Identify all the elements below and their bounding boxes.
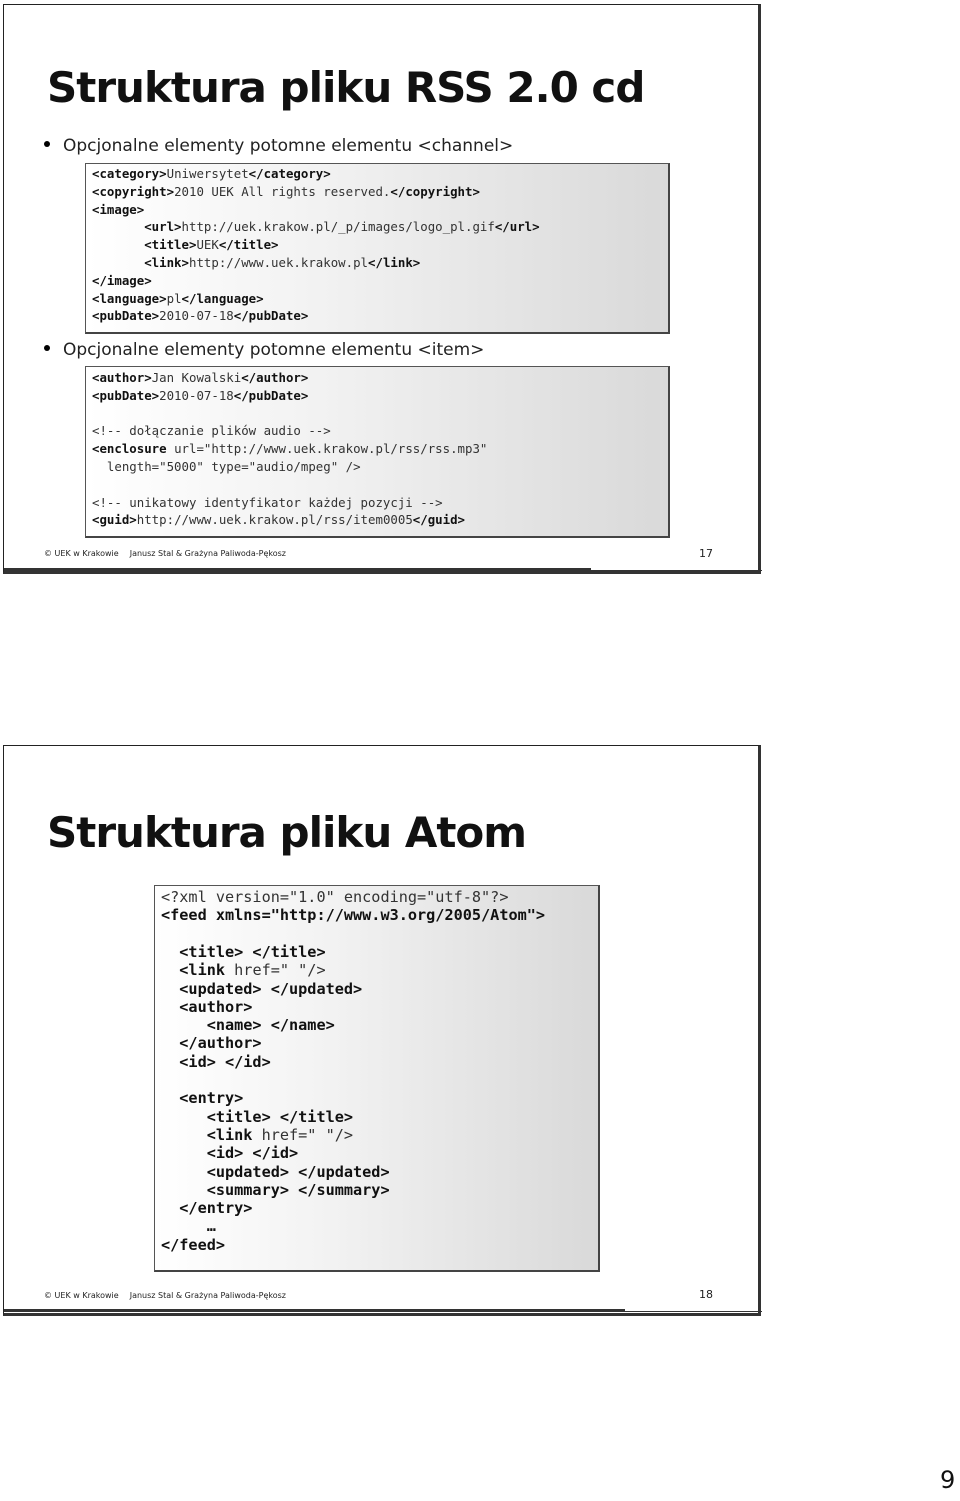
code-token: <feed xmlns="http://www.w3.org/2005/Atom"> [161,906,546,925]
slide-page-number: 17 [699,547,713,560]
code-token: pl [166,290,182,306]
bullet-item-elements [44,340,484,360]
code-token: <pubDate> [92,308,160,324]
code-token: </image> [92,272,152,288]
code-token [92,219,144,234]
code-token: <summary> </summary> [161,1180,390,1199]
code-token: </language> [181,290,264,306]
code-line [92,219,540,234]
code-token: <id> </id> [161,1052,271,1071]
code-token: <entry> [161,1089,244,1108]
footer-rule [4,568,591,571]
code-block-atom [154,885,600,1272]
code-token: href=" "/> [252,1125,354,1144]
footer-org: © UEK w Krakowie [44,1291,119,1300]
code-token: <!-- unikatowy identyfikator każdej pozycji --> [92,494,443,510]
code-line [161,1181,390,1199]
code-line [92,308,308,323]
code-line [161,888,508,906]
code-token: <link [161,1125,253,1144]
code-token: UEK [196,237,219,253]
code-token: Uniwersytet [166,166,249,181]
code-block-channel [85,163,670,334]
code-token: <link> [144,255,189,270]
bullet-text: Opcjonalne elementy potomne elementu <channel> [63,136,514,156]
code-token [92,237,144,252]
footer-rule [4,1309,625,1312]
code-token: </guid> [412,512,465,528]
code-line [92,184,480,199]
code-token: <updated> </updated> [161,979,363,998]
code-token: <url> [144,219,182,235]
code-token: </feed> [161,1235,226,1254]
document-page-number: 9 [940,1466,956,1494]
code-line [161,980,362,998]
code-token: Jan Kowalski [151,370,242,385]
code-token: <id> </id> [161,1144,299,1163]
code-line [161,1217,216,1235]
footer [44,1291,286,1300]
footer [44,549,286,558]
code-token: <author> [92,370,152,385]
bullet-dot [44,345,50,351]
code-line [161,943,326,961]
code-line [161,1053,271,1071]
code-line [161,1236,225,1254]
slide-title: Struktura pliku RSS 2.0 cd [47,63,645,112]
code-token: <pubDate> [92,387,160,403]
footer-org: © UEK w Krakowie [44,549,119,558]
slide-18 [3,745,761,1316]
code-token: </pubDate> [233,308,309,324]
code-line [161,998,252,1016]
code-token: <copyright> [92,183,175,199]
footer-rule-thin [625,1311,762,1312]
code-token: url="http://www.uek.krakow.pl/rss/rss.mp3" [166,441,488,457]
code-line [161,1126,353,1144]
code-line [92,423,331,438]
code-line [161,1144,298,1162]
code-token: <?xml version="1.0" encoding="utf-8"?> [161,888,509,906]
bullet-dot [44,141,50,147]
code-line [92,202,144,217]
code-line [92,495,443,510]
code-token: <category> [92,166,167,181]
code-token: <updated> </updated> [161,1162,390,1181]
code-line [92,441,487,456]
code-line [161,1034,262,1052]
slide-page-number: 18 [699,1288,713,1301]
code-token: <title> </title> [161,942,326,961]
code-token: </url> [494,219,540,235]
code-token: <language> [92,290,167,306]
code-token: <!-- dołączanie plików audio --> [92,423,331,439]
code-block-item [85,366,670,538]
code-token: <enclosure [92,441,167,457]
code-token: </category> [248,166,331,181]
code-token: … [161,1217,216,1236]
code-token: </author> [241,370,309,385]
code-token: 2010-07-18 [159,387,234,403]
code-line [161,906,545,924]
code-token: <author> [161,997,253,1016]
code-token: 2010-07-18 [159,308,234,324]
code-token: <title> </title> [161,1107,354,1126]
code-line [92,388,308,403]
code-token: </entry> [161,1199,253,1218]
code-token: </link> [368,255,421,270]
code-token: http://www.uek.krakow.pl [188,255,369,270]
code-line [92,291,264,306]
code-token: 2010 UEK All rights reserved. [174,183,391,199]
footer-authors: Janusz Stal & Grażyna Paliwoda-Pękosz [129,1291,286,1300]
code-line [161,961,326,979]
code-token: </title> [218,237,279,253]
code-token: http://www.uek.krakow.pl/rss/item0005 [136,512,413,528]
code-line [92,273,152,288]
slide-17 [3,4,761,574]
code-token: href=" "/> [225,961,326,980]
code-line [161,1199,252,1217]
code-line [92,459,361,474]
code-line [161,1163,390,1181]
bullet-channel-elements [44,136,513,156]
code-line [92,255,420,270]
code-line [92,512,465,527]
code-token: <guid> [92,512,137,528]
code-line [92,370,308,385]
code-token: </author> [161,1034,262,1053]
code-line [161,1108,353,1126]
code-token: <image> [92,201,145,217]
footer-rule-thin [591,570,762,571]
code-token: length="5000" type="audio/mpeg" /> [92,459,361,474]
code-line [92,237,279,252]
code-line [161,1089,243,1107]
bullet-text: Opcjonalne elementy potomne elementu <item> [63,340,485,360]
code-token: http://uek.krakow.pl/_p/images/logo_pl.gif [181,219,495,235]
code-token: <link [161,961,226,980]
code-line [161,1016,335,1034]
code-token: <title> [144,237,197,253]
footer-authors: Janusz Stal & Grażyna Paliwoda-Pękosz [129,549,286,558]
code-token: <name> </name> [161,1016,335,1035]
code-token: </pubDate> [233,387,309,403]
code-token [92,255,144,270]
code-line [92,166,331,181]
code-token: </copyright> [390,183,480,199]
slide-title: Struktura pliku Atom [47,808,527,857]
